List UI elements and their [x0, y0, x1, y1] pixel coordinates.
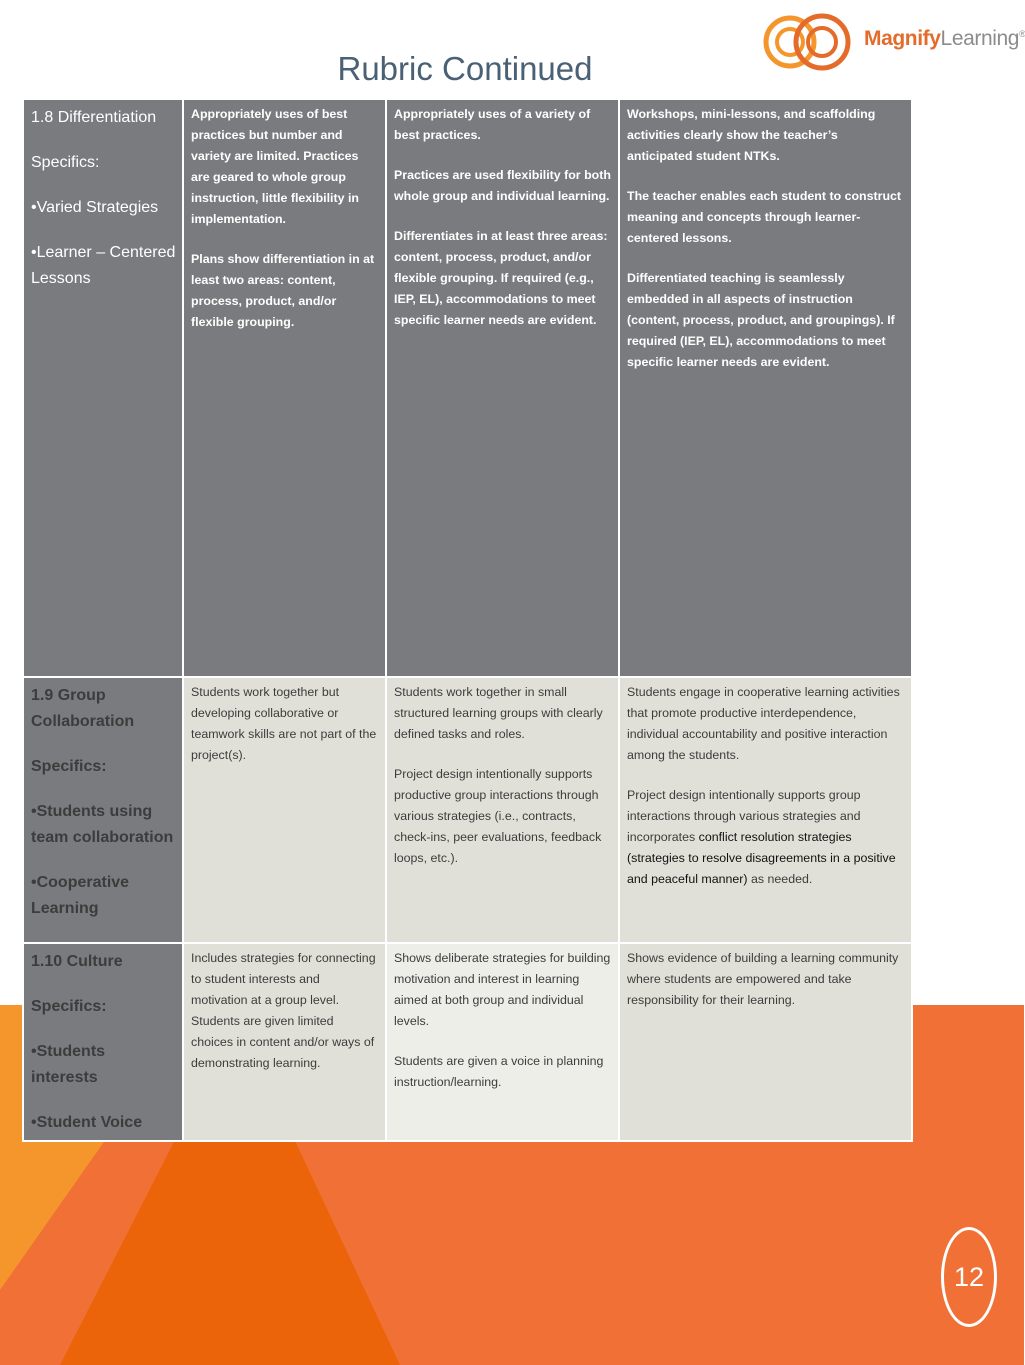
level-1-cell: [183, 943, 386, 1141]
specifics-item: •Learner – Centered Lessons: [31, 244, 176, 287]
descriptor-text: Students work together in small structured learning groups with clearly defined tasks and roles.: [394, 685, 603, 741]
logo-wordmark: MagnifyLearning®: [864, 27, 1025, 50]
level-3-cell: [619, 943, 912, 1141]
descriptor-text: Differentiated teaching is seamlessly embedded in all aspects of instruction (content, process, product, and groupings). If required (IEP, EL), accommodations to meet specific learner needs are evident.: [627, 271, 895, 369]
descriptor-text: Project design intentionally supports group interactions through various strategies and incorporates conflict resolution strategies (strategies to resolve disagreements in a positive and peaceful manner) as needed.: [627, 788, 896, 886]
specifics-item: •Students interests: [31, 1043, 106, 1086]
specifics-label: Specifics:: [31, 154, 100, 171]
rubric-table: [22, 98, 913, 1142]
page-number: 12: [941, 1227, 997, 1327]
descriptor-text: Appropriately uses of a variety of best practices.: [394, 107, 591, 142]
descriptor-text: Practices are used flexibility for both whole group and individual learning.: [394, 168, 611, 203]
highlighted-phrase: conflict resolution strategies (strategies to resolve disagreements in a positive and peaceful manner): [627, 830, 896, 886]
descriptor-text: Differentiates in at least three areas: content, process, product, and/or flexible grouping. If required (e.g., IEP, EL), accommodations to meet specific learner needs are evident.: [394, 229, 608, 327]
descriptor-text: Workshops, mini-lessons, and scaffolding activities clearly show the teacher’s anticipated student NTKs.: [627, 107, 876, 163]
page-title: Rubric Continued: [337, 50, 593, 87]
magnify-learning-logo: [760, 10, 1025, 74]
descriptor-text: Students work together but developing collaborative or teamwork skills are not part of the project(s).: [191, 685, 377, 762]
specifics-label: Specifics:: [31, 758, 107, 775]
criterion-heading: 1.8 Differentiation: [31, 109, 157, 126]
criterion-cell: [23, 943, 183, 1141]
level-3-cell: [619, 99, 912, 677]
descriptor-text: Project design intentionally supports productive group interactions through various strategies (i.e., contracts, check-ins, peer evaluations, feedback loops, etc.).: [394, 767, 602, 865]
rubric-row-differentiation: [23, 99, 912, 677]
rubric-row-culture: [23, 943, 912, 1141]
descriptor-text: Students are given a voice in planning instruction/learning.: [394, 1054, 604, 1089]
specifics-item: •Students using team collaboration: [31, 803, 174, 846]
level-2-cell: [386, 943, 619, 1141]
descriptor-text: The teacher enables each student to construct meaning and concepts through learner-centered lessons.: [627, 189, 902, 245]
descriptor-text: Shows evidence of building a learning community where students are empowered and take responsibility for their learning.: [627, 951, 899, 1007]
descriptor-text: Appropriately uses of best practices but number and variety are limited. Practices are geared to whole group instruction, little flexibility in implementation.: [191, 107, 359, 226]
criterion-heading: 1.10 Culture: [31, 953, 123, 970]
descriptor-text: Students engage in cooperative learning activities that promote productive interdependence, individual accountability and positive interaction among the students.: [627, 685, 900, 762]
descriptor-text: Plans show differentiation in at least two areas: content, process, product, and/or flexible grouping.: [191, 252, 375, 329]
level-2-cell: [386, 677, 619, 943]
criterion-heading: 1.9 Group Collaboration: [31, 687, 135, 730]
level-2-cell: [386, 99, 619, 677]
specifics-label: Specifics:: [31, 998, 107, 1015]
level-1-cell: [183, 677, 386, 943]
specifics-item: •Varied Strategies: [31, 199, 159, 216]
criterion-cell: [23, 99, 183, 677]
descriptor-text: Includes strategies for connecting to student interests and motivation at a group level. Students are given limited choices in content and/or ways of demonstrating learning.: [191, 951, 376, 1070]
logo-rings-icon: [760, 10, 860, 74]
rubric-row-group-collaboration: [23, 677, 912, 943]
level-3-cell: [619, 677, 912, 943]
level-1-cell: [183, 99, 386, 677]
criterion-cell: [23, 677, 183, 943]
specifics-item: •Student Voice: [31, 1114, 143, 1131]
descriptor-text: Shows deliberate strategies for building motivation and interest in learning aimed at both group and individual levels.: [394, 951, 611, 1028]
specifics-item: •Cooperative Learning: [31, 874, 130, 917]
